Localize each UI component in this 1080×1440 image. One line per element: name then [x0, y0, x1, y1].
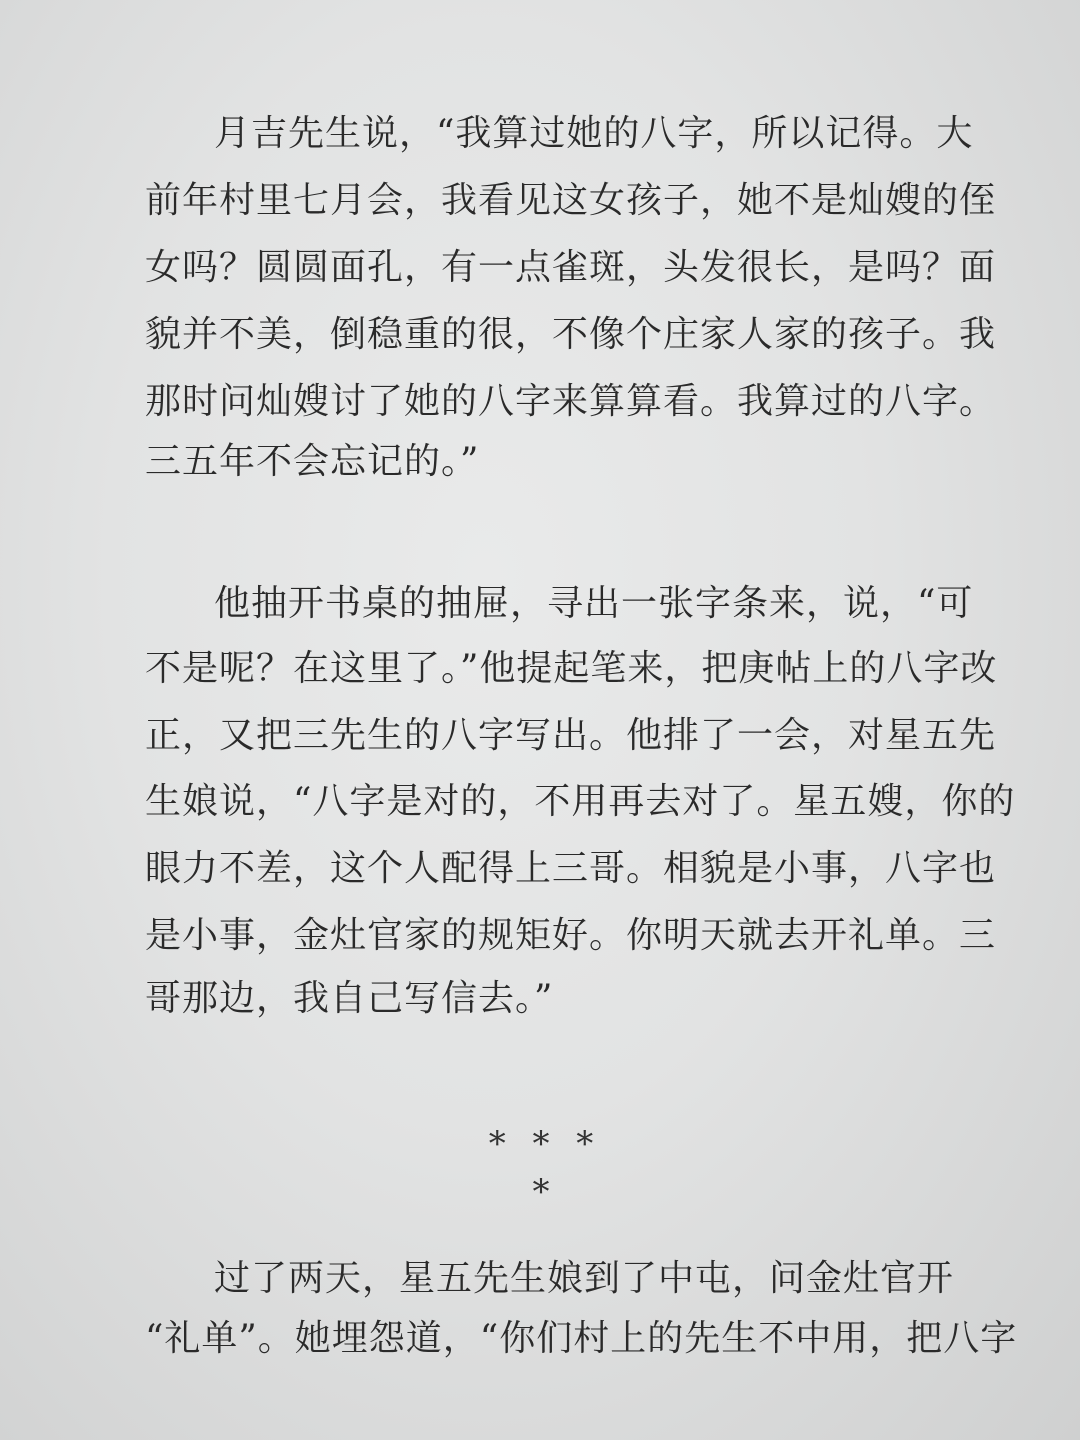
text-line: 生娘说，“八字是对的，不用再去对了。星五嫂，你的: [145, 781, 1016, 822]
text-line: 月吉先生说，“我算过她的八字，所以记得。大: [214, 113, 974, 154]
text-line: 过了两天，星五先生娘到了中屯，问金灶官开: [214, 1258, 955, 1299]
text-line: “礼单”。她埋怨道，“你们村上的先生不中用，把八字: [145, 1318, 1018, 1359]
text-line: 前年村里七月会，我看见这女孩子，她不是灿嫂的侄: [145, 180, 997, 221]
text-line: 不是呢？在这里了。”他提起笔来，把庚帖上的八字改: [145, 648, 998, 689]
text-line: 三五年不会忘记的。”: [145, 441, 480, 482]
text-line: 正，又把三先生的八字写出。他排了一会，对星五先: [145, 715, 997, 756]
text-line: 貌并不美，倒稳重的很，不像个庄家人家的孩子。我: [145, 314, 997, 355]
text-line: 女吗？圆圆面孔，有一点雀斑，头发很长，是吗？面: [145, 247, 997, 288]
text-line: 眼力不差，这个人配得上三哥。相貌是小事，八字也: [145, 848, 997, 889]
text-line: 是小事，金灶官家的规矩好。你明天就去开礼单。三: [145, 915, 997, 956]
text-line: 那时问灿嫂讨了她的八字来算算看。我算过的八字。: [145, 381, 997, 422]
section-separator: * * * *: [488, 1124, 602, 1212]
text-line: 他抽开书桌的抽屉，寻出一张字条来，说，“可: [214, 583, 974, 624]
text-line: 哥那边，我自己写信去。”: [145, 978, 554, 1019]
